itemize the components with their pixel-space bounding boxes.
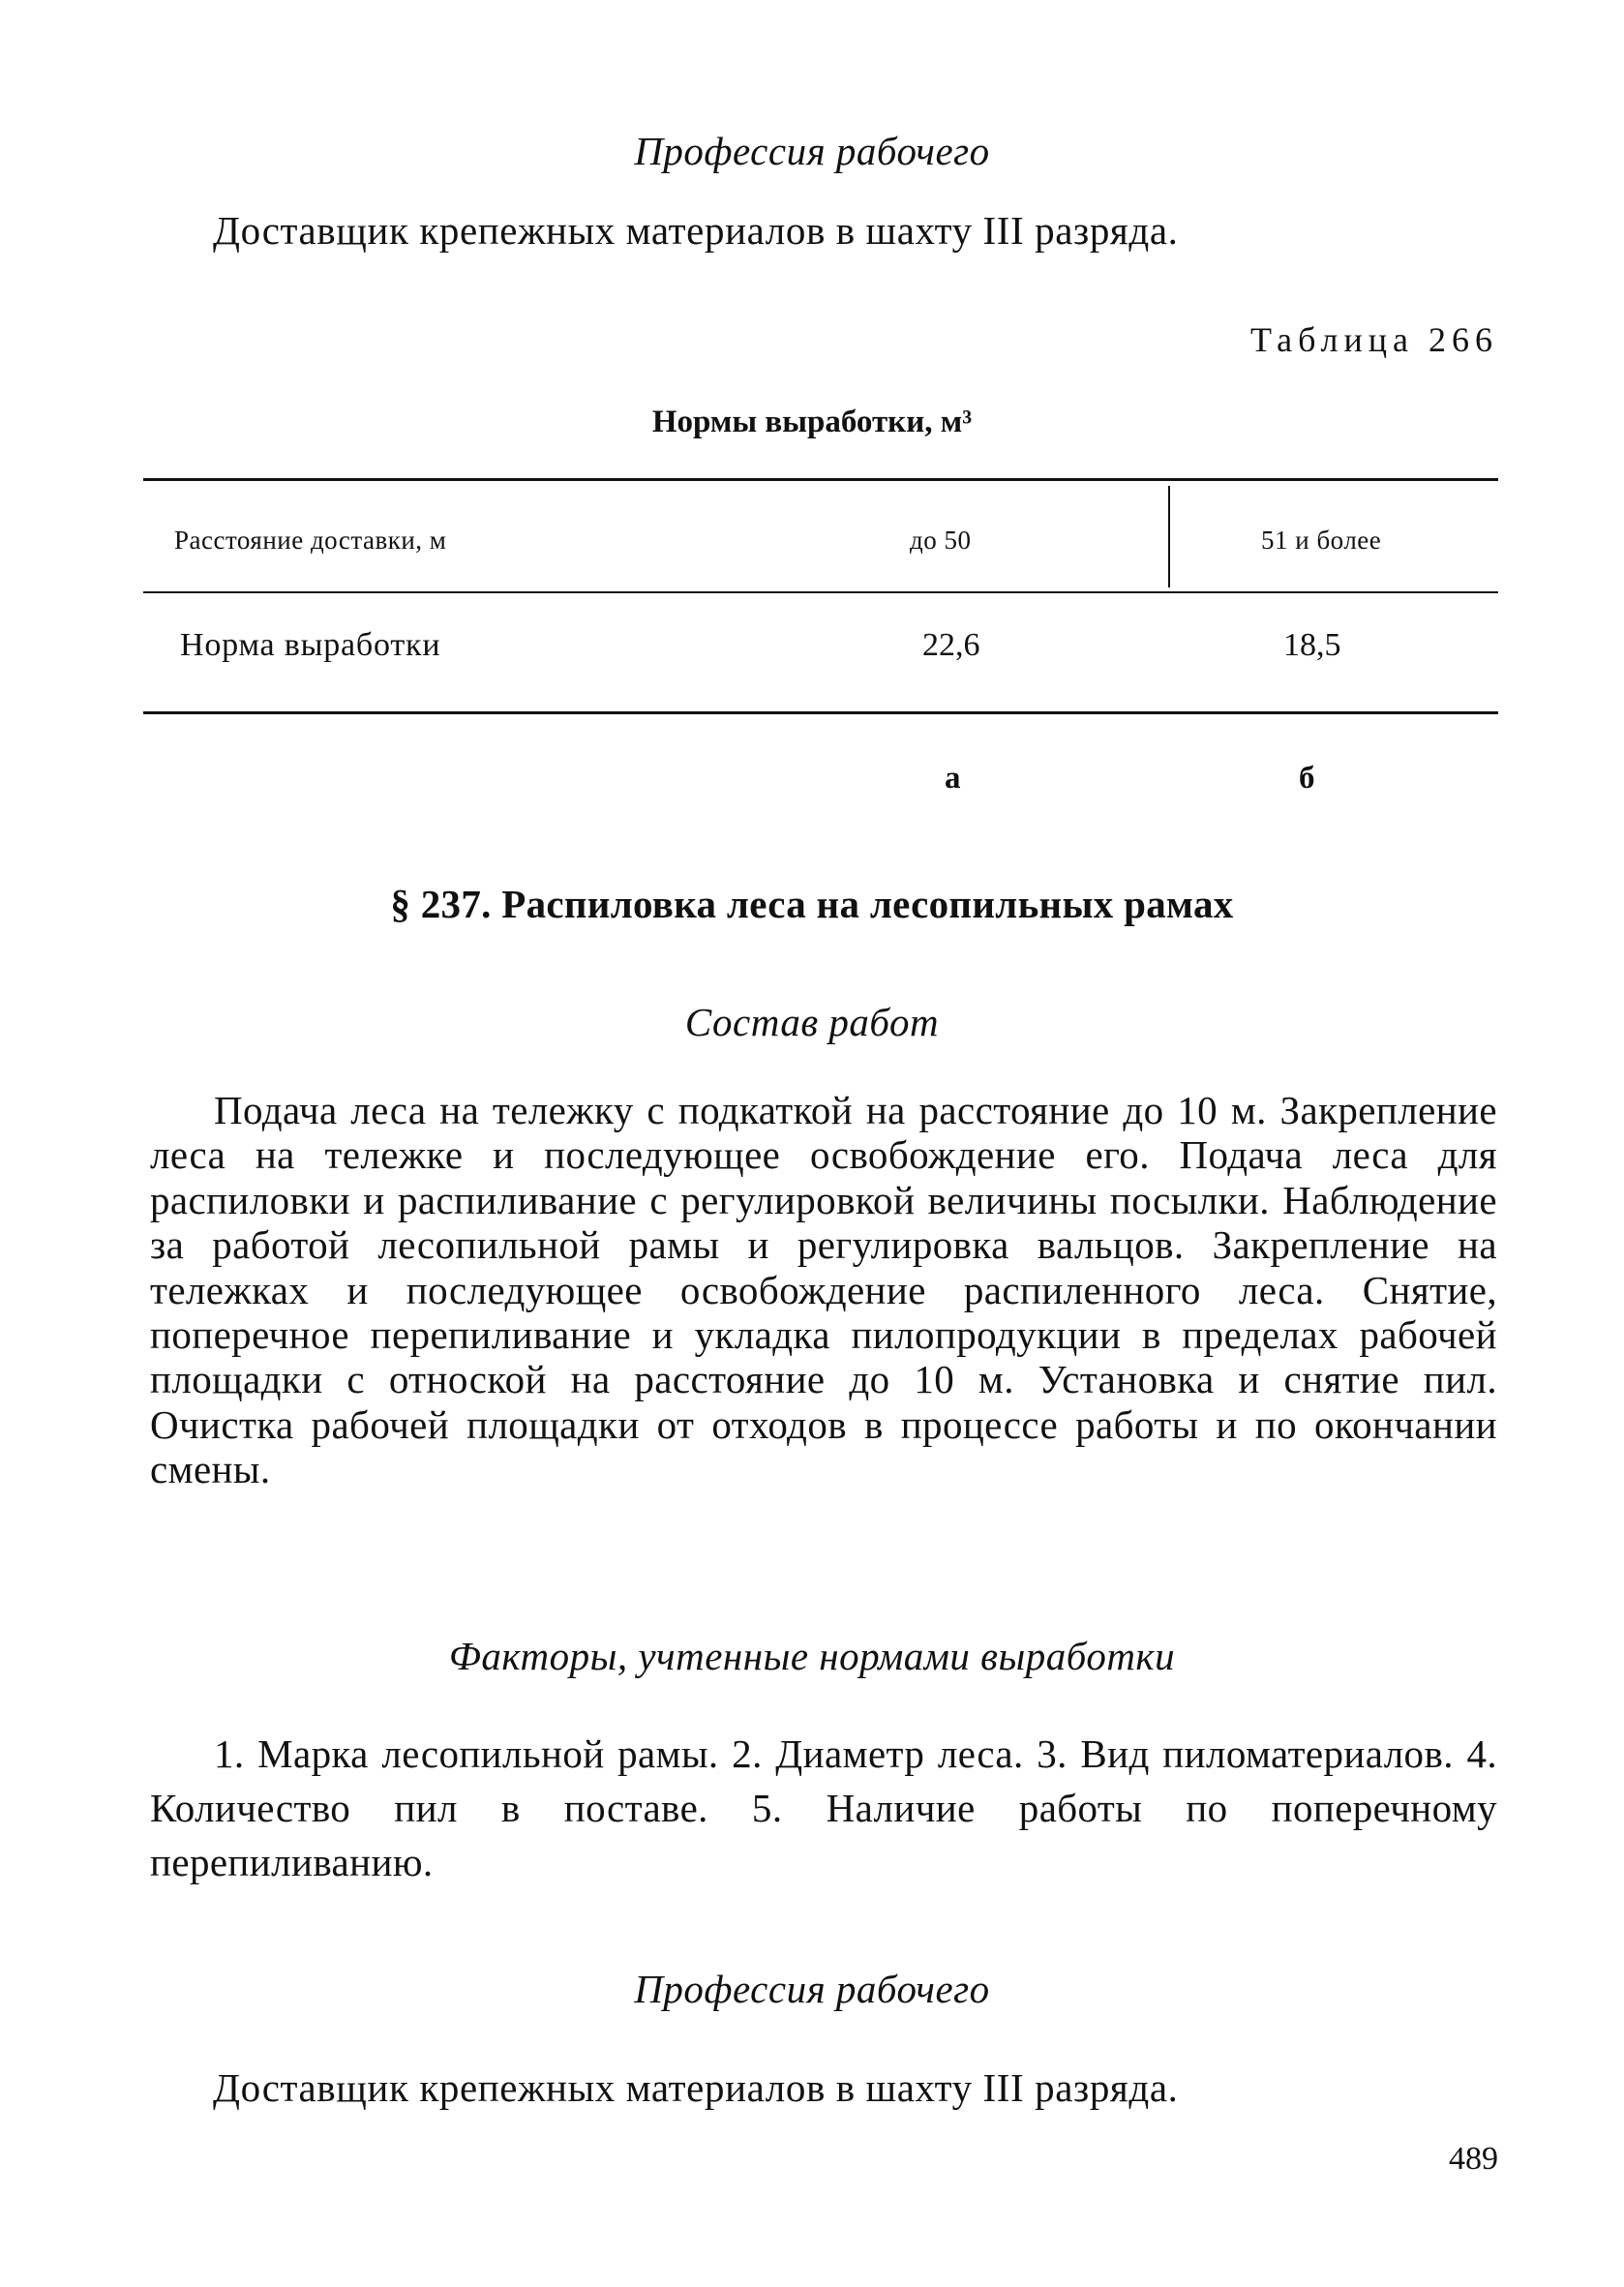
profession-heading-1: Профессия рабочего xyxy=(634,129,990,173)
table-caption: Нормы выработки, м³ xyxy=(651,405,973,439)
factors-heading: Факторы, учтенные нормами выработки xyxy=(448,1634,1176,1678)
profession-heading-2: Профессия рабочего xyxy=(634,1967,990,2011)
header-row-label: Расстояние доставки, м xyxy=(174,526,447,555)
table-label: Таблица 266 xyxy=(1250,320,1498,359)
header-col-1: до 50 xyxy=(910,526,972,555)
header-col-2: 51 и более xyxy=(1261,526,1382,555)
composition-paragraph: Подача леса на тележку с подкаткой на расстояние до 10 м. Закрепление леса на тележке и последующее освобождение его. Подача леса для распиловки и распиливание с регулировкой величины посылки. Наблюдение за работой лесопильной рамы и регулировка вальцов. Закрепление на тележках и последующее освобождение распиленного леса. Снятие, поперечное перепиливание и укладка пилопродукции в пределах рабочей площадки с отноской на расстояние до 10 м. Установка и снятие пил. Очистка рабочей площадки от отходов в процессе работы и по окончании смены. xyxy=(150,1088,1497,1492)
page-number: 489 xyxy=(1449,2141,1498,2177)
profession-text-1: Доставщик крепежных материалов в шахту III разряда. xyxy=(213,208,1179,253)
section-title: § 237. Распиловка леса на лесопильных рамах xyxy=(390,882,1234,926)
column-letter-a: а xyxy=(945,761,961,796)
profession-text-2: Доставщик крепежных материалов в шахту III разряда. xyxy=(213,2065,1179,2110)
table-column-divider xyxy=(1168,486,1170,587)
column-letter-b: б xyxy=(1299,761,1315,796)
data-value-2: 18,5 xyxy=(1283,627,1341,663)
table-bottom-rule xyxy=(143,711,1498,714)
factors-paragraph: 1. Марка лесопильной рамы. 2. Диаметр леса. 3. Вид пиломатериалов. 4. Количество пил в поставе. 5. Наличие работы по поперечному перепиливанию. xyxy=(150,1731,1497,1884)
table-top-rule xyxy=(143,478,1498,481)
composition-heading: Состав работ xyxy=(684,1000,940,1044)
data-value-1: 22,6 xyxy=(922,627,980,663)
data-row-label: Норма выработки xyxy=(180,627,441,663)
table-header-rule xyxy=(143,591,1498,593)
